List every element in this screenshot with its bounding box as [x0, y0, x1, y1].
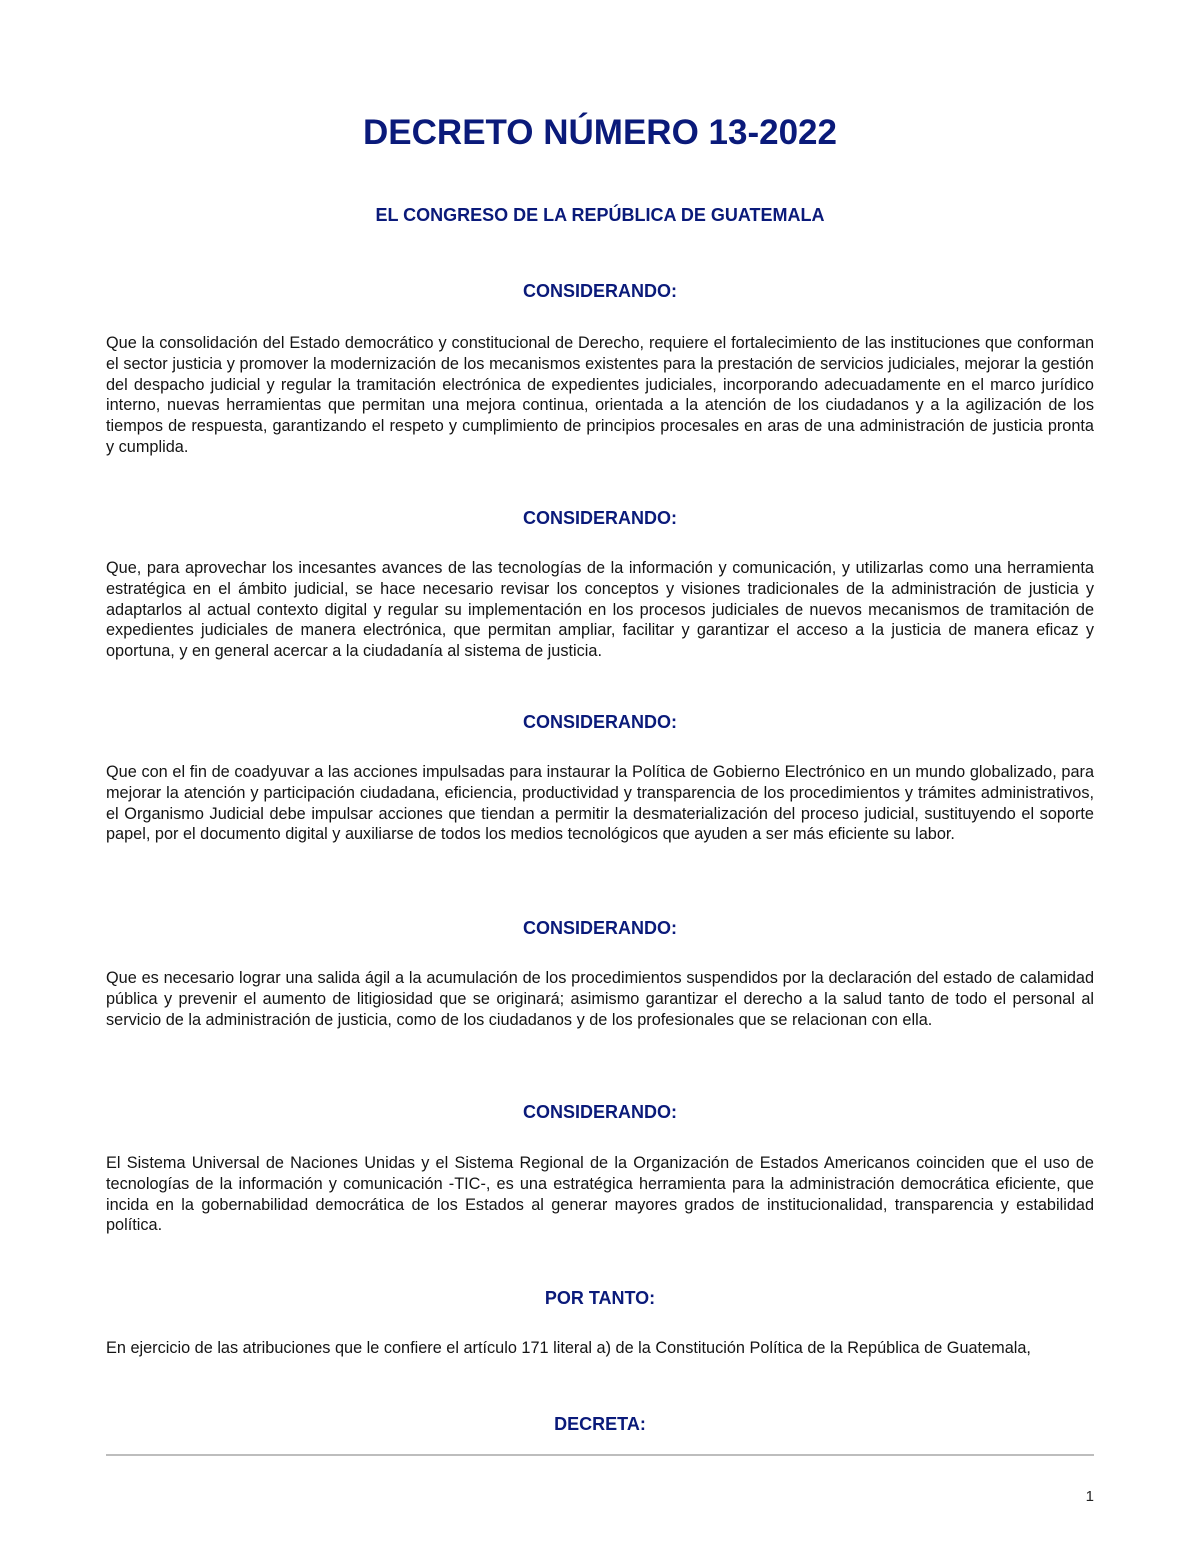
considerando-paragraph: Que, para aprovechar los incesantes avances de las tecnologías de la información y comunicación, y utilizarlas como una herramienta estratégica en el ámbito judicial, se hace necesario revisar los conceptos y visiones tradicionales de la administración de justicia y adaptarlos al actual contexto digital y regular su implementación en los procesos judiciales de nuevos mecanismos de tramitación de expedientes judiciales de manera electrónica, que permitan ampliar, facilitar y garantizar el acceso a la justicia de manera eficaz y oportuna, y en general acercar a la ciudadanía al sistema de justicia.: [106, 559, 1094, 661]
considerando-paragraph: Que con el fin de coadyuvar a las acciones impulsadas para instaurar la Política de Gobierno Electrónico en un mundo globalizado, para mejorar la atención y participación ciudadana, eficiencia, productividad y transparencia de los procedimientos y trámites administrativos, el Organismo Judicial debe impulsar acciones que tiendan a permitir la desmaterialización del proceso judicial, sustituyendo el soporte papel, por el documento digital y auxiliarse de todos los medios tecnológicos que ayuden a ser más eficiente su labor.: [106, 763, 1094, 844]
document-page: [106, 0, 1094, 1553]
por-tanto-heading: POR TANTO:: [544, 1288, 656, 1308]
issuer-heading: EL CONGRESO DE LA REPÚBLICA DE GUATEMALA: [375, 205, 825, 225]
page-number: 1: [1085, 1488, 1094, 1505]
decree-title: DECRETO NÚMERO 13-2022: [363, 113, 837, 152]
considerando-heading: CONSIDERANDO:: [522, 281, 677, 301]
considerando-heading: CONSIDERANDO:: [522, 1102, 677, 1122]
considerando-heading: CONSIDERANDO:: [522, 508, 677, 528]
considerando-paragraph: El Sistema Universal de Naciones Unidas y el Sistema Regional de la Organización de Estados Americanos coinciden que el uso de tecnologías de la información y comunicación -TIC-, es una estratégica herramienta para la administración democrática eficiente, que incida en la gobernabilidad democrática de los Estados al generar mayores grados de institucionalidad, transparencia y estabilidad política.: [106, 1154, 1094, 1235]
considerando-heading: CONSIDERANDO:: [522, 712, 677, 732]
considerando-heading: CONSIDERANDO:: [522, 918, 677, 938]
decreta-heading: DECRETA:: [554, 1414, 646, 1434]
por-tanto-paragraph: En ejercicio de las atribuciones que le confiere el artículo 171 literal a) de la Constitución Política de la República de Guatemala,: [106, 1339, 1031, 1357]
considerando-paragraph: Que la consolidación del Estado democrático y constitucional de Derecho, requiere el fortalecimiento de las instituciones que conforman el sector justicia y promover la modernización de los mecanismos existentes para la prestación de servicios judiciales, mejorar la gestión del despacho judicial y regular la tramitación electrónica de expedientes judiciales, incorporando adecuadamente en el marco jurídico interno, nuevas herramientas que permitan una mejora continua, orientada a la atención de los ciudadanos y a la agilización de los tiempos de respuesta, garantizando el respeto y cumplimiento de principios procesales en aras de una administración de justicia pronta y cumplida.: [106, 334, 1094, 456]
considerando-paragraph: Que es necesario lograr una salida ágil a la acumulación de los procedimientos suspendidos por la declaración del estado de calamidad pública y prevenir el aumento de litigiosidad que se originará; asimismo garantizar el derecho a la salud tanto de todo el personal al servicio de la administración de justicia, como de los ciudadanos y de los profesionales que se relacionan con ella.: [106, 969, 1094, 1029]
footer-divider: [106, 1454, 1094, 1456]
